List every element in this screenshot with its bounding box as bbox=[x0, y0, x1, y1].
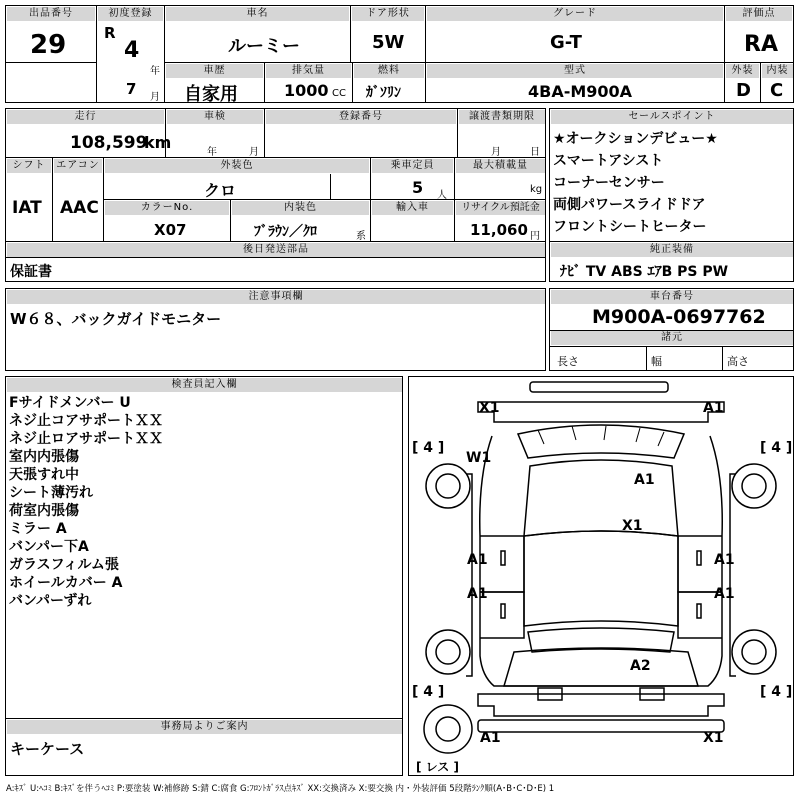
mark-trunk: A2 bbox=[630, 658, 651, 674]
legend: A:ｷｽﾞ U:ﾍｺﾐ B:ｷｽﾞを伴うﾍｺﾐ P:要塗装 W:補修跡 S:錆 C:腐食 G:ﾌﾛﾝﾄｶﾞﾗｽ点ｷｽﾞ XX:交換済み X:要交換 内・外装評価 5段階ﾗﾝｸ順(A･B･C･D･E) 1 bbox=[6, 784, 555, 794]
tire-rl: [ 4 ] bbox=[412, 684, 445, 700]
reg-no-label: 登録番号 bbox=[266, 110, 456, 124]
reg-year: 4 bbox=[124, 38, 140, 63]
mark-rear-right: X1 bbox=[703, 730, 724, 746]
spare-tire: [ レス ] bbox=[416, 760, 459, 774]
inspector-item: ガラスフィルム張 bbox=[9, 557, 119, 573]
inspector-item: ホイールカバー A bbox=[9, 575, 123, 591]
mark-front-door-left: A1 bbox=[467, 552, 488, 568]
width-label: 幅 bbox=[651, 355, 662, 368]
color-label: 外装色 bbox=[105, 159, 369, 173]
length-label: 長さ bbox=[557, 355, 579, 368]
inspection-label: 車検 bbox=[167, 110, 263, 124]
car-diagram bbox=[408, 376, 794, 776]
lot-no: 29 bbox=[30, 30, 67, 60]
sales-label: セールスポイント bbox=[551, 110, 793, 124]
interior-color-label: 内装色 bbox=[232, 201, 369, 215]
equipment-label: 純正装備 bbox=[551, 243, 793, 257]
first-reg-label: 初度登録 bbox=[98, 7, 163, 21]
recycle: 11,060 bbox=[470, 221, 528, 239]
ext: D bbox=[736, 80, 751, 101]
capacity: 5 bbox=[412, 178, 424, 197]
interior-color: ﾌﾞﾗｳﾝ／ｸﾛ bbox=[254, 224, 317, 240]
recycle-label: リサイクル預託金 bbox=[456, 201, 545, 215]
mileage-label: 走行 bbox=[7, 110, 164, 124]
transfer-month-unit: 月 bbox=[491, 147, 501, 158]
equipment: ﾅﾋﾞ TV ABS ｴｱB PS PW bbox=[560, 264, 729, 280]
inspector-item: 室内内張傷 bbox=[9, 449, 79, 465]
sales-item: ★オークションデビュー★ bbox=[553, 131, 718, 147]
import-label: 輸入車 bbox=[372, 201, 453, 215]
history: 自家用 bbox=[184, 84, 238, 105]
spec-label: 諸元 bbox=[551, 331, 793, 345]
year-unit: 年 bbox=[150, 66, 160, 77]
chassis-label: 車台番号 bbox=[551, 290, 793, 304]
tire-fl: [ 4 ] bbox=[412, 440, 445, 456]
insp-month-unit: 月 bbox=[249, 147, 259, 158]
fuel-label: 燃料 bbox=[354, 64, 424, 78]
inspector-item: ネジ止ロアサポートＸＸ bbox=[9, 431, 163, 447]
mark-front-door-right: A1 bbox=[714, 552, 735, 568]
load-unit: kg bbox=[530, 184, 543, 195]
mileage-unit: km bbox=[144, 133, 172, 152]
month-unit: 月 bbox=[150, 92, 160, 103]
recycle-unit: 円 bbox=[530, 231, 540, 242]
capacity-label: 乗車定員 bbox=[372, 159, 453, 173]
ext-label: 外装 bbox=[726, 64, 759, 78]
color: クロ bbox=[204, 181, 237, 200]
capacity-unit: 人 bbox=[437, 190, 447, 201]
sales-item: コーナーセンサー bbox=[553, 175, 665, 191]
ac-label: エアコン bbox=[54, 159, 102, 173]
model-label: 型式 bbox=[427, 64, 723, 78]
mark-roof: X1 bbox=[622, 518, 643, 534]
interior-color-unit: 系 bbox=[356, 231, 366, 242]
era: R bbox=[104, 24, 116, 42]
score-label: 評価点 bbox=[726, 7, 792, 21]
displacement-unit: CC bbox=[332, 88, 346, 99]
sales-item: スマートアシスト bbox=[553, 153, 664, 169]
inspector-item: Fサイドメンバー U bbox=[9, 395, 131, 411]
later-parts: 保証書 bbox=[10, 264, 52, 280]
inspector-item: 天張すれ中 bbox=[9, 467, 79, 483]
displacement-label: 排気量 bbox=[266, 64, 351, 78]
notes-value: W６８、バックガイドモニター bbox=[10, 310, 222, 328]
car-name-label: 車名 bbox=[166, 7, 349, 21]
grade: G-T bbox=[550, 32, 582, 53]
history-label: 車歴 bbox=[166, 64, 263, 78]
int: C bbox=[770, 80, 784, 101]
transfer-label: 譲渡書類期限 bbox=[459, 110, 545, 124]
mark-rear-door-right: A1 bbox=[714, 586, 735, 602]
office-label: 事務局よりご案内 bbox=[7, 720, 402, 734]
height-label: 高さ bbox=[727, 355, 749, 368]
color-no-label: カラーNo. bbox=[105, 201, 229, 215]
model: 4BA-M900A bbox=[528, 82, 633, 101]
load-label: 最大積載量 bbox=[456, 159, 545, 173]
mark-front-right: A1 bbox=[703, 400, 724, 416]
inspector-item: バンパー下A bbox=[9, 539, 89, 555]
notes-label: 注意事項欄 bbox=[7, 290, 545, 304]
tire-fr: [ 4 ] bbox=[760, 440, 793, 456]
sales-item: フロントシートヒーター bbox=[553, 219, 707, 235]
sales-item: 両側パワースライドドア bbox=[553, 197, 706, 213]
grade-label: グレード bbox=[427, 7, 723, 21]
shift: IAT bbox=[12, 198, 42, 218]
insp-year-unit: 年 bbox=[207, 147, 217, 158]
inspector-item: 荷室内張傷 bbox=[9, 503, 79, 519]
inspector-item: ミラー A bbox=[9, 521, 67, 537]
mark-rear-door-left: A1 bbox=[467, 586, 488, 602]
ac: AAC bbox=[60, 198, 99, 218]
reg-month: 7 bbox=[126, 80, 137, 98]
mileage: 108,599 bbox=[70, 133, 148, 153]
lot-no-label: 出品番号 bbox=[7, 7, 95, 21]
inspector-item: ネジ止コアサポートＸＸ bbox=[9, 413, 163, 429]
inspector-item: シート薄汚れ bbox=[9, 485, 93, 501]
office-value: キーケース bbox=[10, 740, 85, 758]
inspector-item: バンパーずれ bbox=[9, 593, 92, 609]
score: RA bbox=[744, 32, 778, 57]
displacement: 1000 bbox=[284, 81, 329, 100]
mark-w1: W1 bbox=[466, 450, 492, 466]
transfer-day-unit: 日 bbox=[530, 147, 540, 158]
shift-label: シフト bbox=[7, 159, 51, 173]
sales-list bbox=[553, 128, 718, 238]
tire-rr: [ 4 ] bbox=[760, 684, 793, 700]
inspector-list bbox=[9, 394, 163, 610]
inspector-label: 検査員記入欄 bbox=[7, 378, 402, 392]
later-parts-label: 後日発送部品 bbox=[7, 243, 545, 257]
car-name: ルーミー bbox=[228, 36, 300, 57]
door-label: ドア形状 bbox=[352, 7, 424, 21]
int-label: 内装 bbox=[762, 64, 793, 78]
fuel: ｶﾞｿﾘﾝ bbox=[366, 85, 401, 101]
chassis-value: M900A-0697762 bbox=[592, 306, 766, 328]
mark-front-left: X1 bbox=[479, 400, 500, 416]
mark-rear-left: A1 bbox=[480, 730, 501, 746]
color-no: X07 bbox=[154, 221, 187, 239]
mark-hood: A1 bbox=[634, 472, 655, 488]
door: 5W bbox=[372, 32, 405, 53]
